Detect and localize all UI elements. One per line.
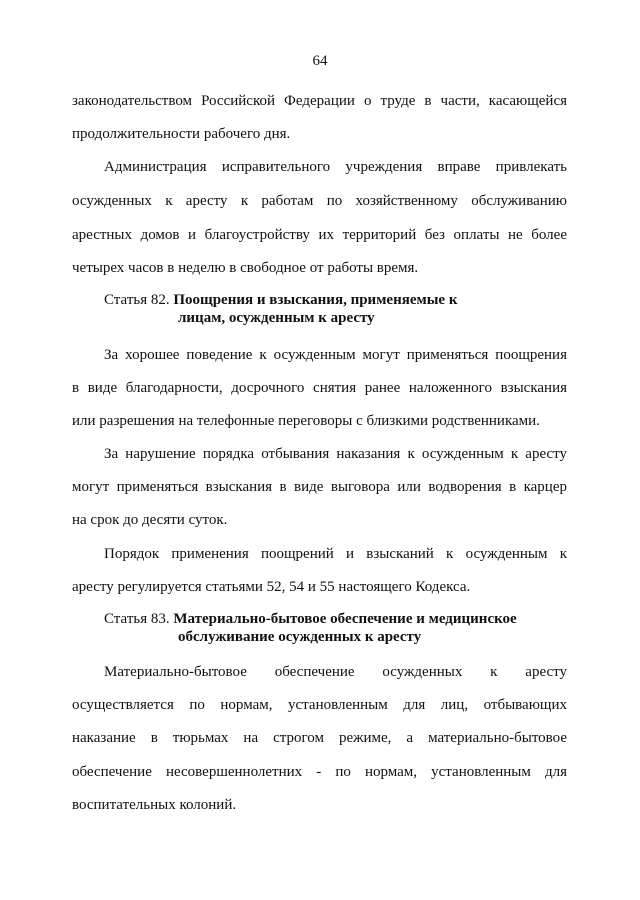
paragraph-line: осуществляется по нормам, установленным для лиц, отбывающих	[72, 697, 567, 713]
paragraph-line: в виде благодарности, досрочного снятия ранее наложенного взыскания	[72, 380, 567, 396]
paragraph-line: арестных домов и благоустройству их территорий без оплаты не более	[72, 227, 567, 243]
paragraph-line: За нарушение порядка отбывания наказания к осужденным к аресту	[104, 446, 567, 462]
paragraph-line: на срок до десяти суток.	[72, 512, 228, 528]
article-title: лицам, осужденным к аресту	[178, 310, 375, 326]
paragraph-line: За хорошее поведение к осужденным могут применяться поощрения	[104, 347, 567, 363]
article-heading	[104, 609, 517, 629]
paragraph-line: четырех часов в неделю в свободное от работы время.	[72, 260, 419, 276]
paragraph-line: законодательством Российской Федерации о труде в части, касающейся	[72, 93, 567, 109]
paragraph-line: наказание в тюрьмах на строгом режиме, а материально-бытовое	[72, 730, 567, 746]
paragraph-line: аресту регулируется статьями 52, 54 и 55 настоящего Кодекса.	[72, 579, 471, 595]
paragraph-line: Порядок применения поощрений и взысканий к осужденным к	[104, 546, 567, 562]
paragraph-line: обеспечение несовершеннолетних - по нормам, установленным для	[72, 764, 567, 780]
paragraph-line: продолжительности рабочего дня.	[72, 126, 291, 142]
article-title: Поощрения и взыскания, применяемые к	[173, 292, 458, 308]
article-heading	[104, 290, 457, 310]
article-title: обслуживание осужденных к аресту	[178, 629, 422, 645]
article-title: Материально-бытовое обеспечение и медицинское	[173, 611, 517, 627]
article-label: Статья 83.	[104, 611, 170, 627]
paragraph-line: Администрация исправительного учреждения вправе привлекать	[104, 159, 567, 175]
paragraph-line: могут применяться взыскания в виде выговора или водворения в карцер	[72, 479, 567, 495]
page-number: 64	[312, 53, 328, 69]
paragraph-line: осужденных к аресту к работам по хозяйственному обслуживанию	[72, 193, 567, 209]
article-label: Статья 82.	[104, 292, 170, 308]
paragraph-line: или разрешения на телефонные переговоры с близкими родственниками.	[72, 413, 540, 429]
paragraph-line: Материально-бытовое обеспечение осужденных к аресту	[104, 664, 567, 680]
paragraph-line: воспитательных колоний.	[72, 797, 237, 813]
